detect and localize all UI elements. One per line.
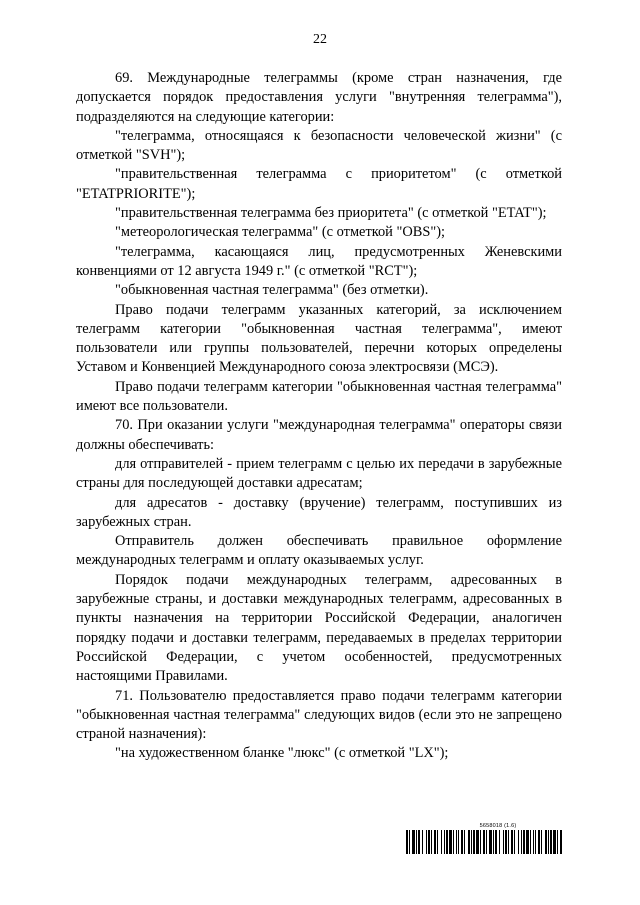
document-barcode-block [406,823,562,854]
category-etat: "правительственная телеграмма без приоритета" (с отметкой "ETAT"); [115,205,547,222]
barcode-icon [406,830,562,854]
paragraph-sender-duty: Отправитель должен обеспечивать правильное оформление международных телеграмм и оплату оказываемых услуг. [76,533,562,569]
paragraph-70: 70. При оказании услуги "международная телеграмма" операторы связи должны обеспечивать: [76,417,562,453]
item-senders: для отправителей - прием телеграмм с целью их передачи в зарубежные страны для последующей доставки адресатам; [76,455,562,492]
page-number: 22 [313,32,327,47]
category-svh: "телеграмма, относящаяся к безопасности человеческой жизни" (с отметкой "SVH"); [76,127,562,164]
category-ordinary: "обыкновенная частная телеграмма" (без отметки). [115,282,429,299]
category-etatpriorite: "правительственная телеграмма с приоритетом" (с отметкой "ETATPRIORITE"); [76,166,562,202]
item-addressees: для адресатов - доставку (вручение) телеграмм, поступивших из зарубежных стран. [76,494,562,530]
item-lux-blank: "на художественном бланке "люкс" (с отметкой "LX"); [115,745,449,762]
paragraph-71: 71. Пользователю предоставляется право подачи телеграмм категории "обыкновенная частная телеграмма" следующих видов (если это не запрещено страной назначения): [76,687,562,743]
barcode-caption: 5658018 (1.6) [479,823,517,829]
category-obs: "метеорологическая телеграмма" (с отметкой "OBS"); [115,224,446,241]
document-body [76,69,562,764]
category-rct: "телеграмма, касающаяся лиц, предусмотренных Женевскими конвенциями от 12 августа 1949 г." (с отметкой "RCT"); [76,243,562,279]
paragraph-right-of-submission: Право подачи телеграмм указанных категорий, за исключением телеграмм категории "обыкновенная частная телеграмма", имеют пользователи или группы пользователей, перечни которых определены Уставом и Конвенцией Международного союза электросвязи (МСЭ). [76,301,562,376]
paragraph-procedure: Порядок подачи международных телеграмм, адресованных в зарубежные страны, и доставки международных телеграмм, адресованных в пункты назначения на территории Российской Федерации, аналогичен порядку подачи и доставки телеграмм, передаваемых в пределах территории Российской Федерации, с учетом особенностей, предусмотренных настоящими Правилами. [76,571,562,685]
paragraph-all-users: Право подачи телеграмм категории "обыкновенная частная телеграмма" имеют все пользователи. [76,378,562,415]
paragraph-69: 69. Международные телеграммы (кроме стран назначения, где допускается порядок предоставления услуги "внутренняя телеграмма"), подразделяются на следующие категории: [76,70,562,125]
